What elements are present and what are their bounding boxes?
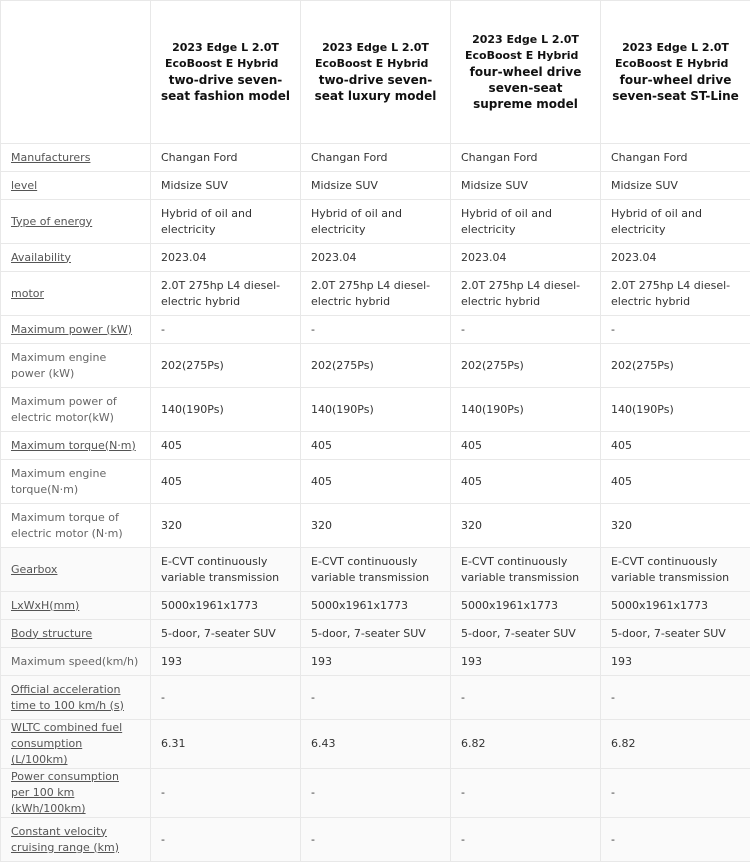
spec-label-cell[interactable] xyxy=(1,769,151,818)
model-powertrain: EcoBoost E Hybrid xyxy=(607,56,744,72)
spec-value: 193 xyxy=(301,648,451,676)
spec-value: Hybrid of oil and electricity xyxy=(151,200,301,244)
spec-value: Changan Ford xyxy=(601,144,750,172)
spec-label: Maximum speed(km/h) xyxy=(11,655,138,668)
spec-value: 6.82 xyxy=(451,720,601,769)
spec-value: 320 xyxy=(601,504,750,548)
spec-value: E-CVT continuously variable transmission xyxy=(451,548,601,592)
spec-value: 405 xyxy=(151,460,301,504)
spec-value: Changan Ford xyxy=(451,144,601,172)
spec-row xyxy=(1,769,750,818)
spec-value: 140(190Ps) xyxy=(451,388,601,432)
model-trim: two-drive seven-seat luxury model xyxy=(307,72,444,104)
spec-label-cell[interactable] xyxy=(1,244,151,272)
spec-value: - xyxy=(151,818,301,862)
spec-row xyxy=(1,720,750,769)
spec-label-cell xyxy=(1,388,151,432)
spec-row xyxy=(1,200,750,244)
spec-label-link[interactable]: Manufacturers xyxy=(11,151,90,164)
spec-label-link[interactable]: Maximum torque(N·m) xyxy=(11,439,136,452)
spec-row xyxy=(1,676,750,720)
spec-value: - xyxy=(151,769,301,818)
spec-value: E-CVT continuously variable transmission xyxy=(601,548,750,592)
spec-value: - xyxy=(451,769,601,818)
spec-label-link[interactable]: LxWxH(mm) xyxy=(11,599,79,612)
spec-label-cell[interactable] xyxy=(1,172,151,200)
spec-value: Hybrid of oil and electricity xyxy=(451,200,601,244)
spec-row xyxy=(1,620,750,648)
model-powertrain: EcoBoost E Hybrid xyxy=(457,48,594,64)
spec-label-cell[interactable] xyxy=(1,432,151,460)
spec-label-link[interactable]: Body structure xyxy=(11,627,92,640)
spec-value: 2023.04 xyxy=(601,244,750,272)
spec-value: 140(190Ps) xyxy=(151,388,301,432)
spec-label-link[interactable]: Availability xyxy=(11,251,71,264)
model-header xyxy=(151,1,301,144)
spec-row xyxy=(1,172,750,200)
model-trim: four-wheel drive seven-seat ST-Line xyxy=(607,72,744,104)
spec-label-link[interactable]: Official acceleration time to 100 km/h (s) xyxy=(11,683,124,712)
spec-label-cell[interactable] xyxy=(1,548,151,592)
spec-label: Maximum torque of electric motor (N·m) xyxy=(11,511,123,540)
model-trim: two-drive seven-seat fashion model xyxy=(157,72,294,104)
spec-value: 140(190Ps) xyxy=(601,388,750,432)
spec-label-cell xyxy=(1,648,151,676)
spec-value: 320 xyxy=(151,504,301,548)
spec-value: Midsize SUV xyxy=(151,172,301,200)
model-year-name: 2023 Edge L 2.0T xyxy=(607,40,744,56)
spec-value: Midsize SUV xyxy=(601,172,750,200)
spec-value: - xyxy=(301,818,451,862)
spec-value: - xyxy=(601,769,750,818)
spec-label-link[interactable]: Gearbox xyxy=(11,563,57,576)
model-year-name: 2023 Edge L 2.0T xyxy=(307,40,444,56)
spec-label-link[interactable]: level xyxy=(11,179,37,192)
spec-value: - xyxy=(151,316,301,344)
spec-value: 405 xyxy=(601,432,750,460)
model-header xyxy=(301,1,451,144)
spec-row xyxy=(1,144,750,172)
spec-label-cell[interactable] xyxy=(1,620,151,648)
model-powertrain: EcoBoost E Hybrid xyxy=(307,56,444,72)
spec-value: 193 xyxy=(151,648,301,676)
spec-value: 2.0T 275hp L4 diesel-electric hybrid xyxy=(151,272,301,316)
spec-value: 405 xyxy=(301,432,451,460)
corner-cell xyxy=(1,1,151,144)
spec-value: Hybrid of oil and electricity xyxy=(301,200,451,244)
header-row xyxy=(1,1,750,144)
spec-value: - xyxy=(451,316,601,344)
spec-label-cell[interactable] xyxy=(1,272,151,316)
spec-value: - xyxy=(451,818,601,862)
spec-row xyxy=(1,818,750,862)
spec-value: 320 xyxy=(301,504,451,548)
spec-value: Hybrid of oil and electricity xyxy=(601,200,750,244)
spec-value: - xyxy=(451,676,601,720)
spec-label-link[interactable]: Constant velocity cruising range (km) xyxy=(11,825,119,854)
spec-value: - xyxy=(601,316,750,344)
spec-value: Midsize SUV xyxy=(451,172,601,200)
model-header xyxy=(451,1,601,144)
model-trim: four-wheel drive seven-seat supreme model xyxy=(457,64,594,112)
spec-row xyxy=(1,272,750,316)
spec-row xyxy=(1,316,750,344)
spec-value: - xyxy=(301,769,451,818)
spec-value: 5000x1961x1773 xyxy=(301,592,451,620)
spec-value: 405 xyxy=(601,460,750,504)
spec-value: 140(190Ps) xyxy=(301,388,451,432)
spec-value: 405 xyxy=(301,460,451,504)
spec-value: - xyxy=(301,676,451,720)
model-powertrain: EcoBoost E Hybrid xyxy=(157,56,294,72)
spec-label: Maximum power of electric motor(kW) xyxy=(11,395,117,424)
spec-label-link[interactable]: motor xyxy=(11,287,44,300)
spec-value: 5-door, 7-seater SUV xyxy=(301,620,451,648)
spec-row xyxy=(1,592,750,620)
spec-row xyxy=(1,388,750,432)
spec-value: 5-door, 7-seater SUV xyxy=(451,620,601,648)
spec-value: - xyxy=(601,676,750,720)
spec-label-cell[interactable] xyxy=(1,592,151,620)
spec-label-cell[interactable] xyxy=(1,676,151,720)
spec-value: 6.43 xyxy=(301,720,451,769)
spec-value: 2023.04 xyxy=(301,244,451,272)
spec-value: 202(275Ps) xyxy=(151,344,301,388)
spec-value: E-CVT continuously variable transmission xyxy=(151,548,301,592)
spec-label-cell xyxy=(1,460,151,504)
spec-value: 5000x1961x1773 xyxy=(601,592,750,620)
spec-value: 2.0T 275hp L4 diesel-electric hybrid xyxy=(451,272,601,316)
spec-label: Maximum engine torque(N·m) xyxy=(11,467,106,496)
model-header xyxy=(601,1,750,144)
spec-value: 6.82 xyxy=(601,720,750,769)
spec-value: 5000x1961x1773 xyxy=(451,592,601,620)
spec-label-link[interactable]: Power consumption per 100 km (kWh/100km) xyxy=(11,770,119,815)
spec-value: 6.31 xyxy=(151,720,301,769)
spec-value: E-CVT continuously variable transmission xyxy=(301,548,451,592)
spec-value: 405 xyxy=(451,432,601,460)
spec-value: 2023.04 xyxy=(151,244,301,272)
spec-label-link[interactable]: Type of energy xyxy=(11,215,92,228)
spec-value: Changan Ford xyxy=(151,144,301,172)
spec-row xyxy=(1,504,750,548)
spec-label-link[interactable]: WLTC combined fuel consumption (L/100km) xyxy=(11,721,122,766)
spec-value: 5-door, 7-seater SUV xyxy=(601,620,750,648)
spec-value: 202(275Ps) xyxy=(601,344,750,388)
spec-row xyxy=(1,548,750,592)
spec-value: Changan Ford xyxy=(301,144,451,172)
spec-value: 202(275Ps) xyxy=(451,344,601,388)
spec-row xyxy=(1,432,750,460)
spec-value: 2.0T 275hp L4 diesel-electric hybrid xyxy=(601,272,750,316)
spec-value: 2.0T 275hp L4 diesel-electric hybrid xyxy=(301,272,451,316)
spec-value: 5000x1961x1773 xyxy=(151,592,301,620)
spec-value: 2023.04 xyxy=(451,244,601,272)
model-year-name: 2023 Edge L 2.0T xyxy=(457,32,594,48)
spec-label-cell[interactable] xyxy=(1,144,151,172)
spec-value: 193 xyxy=(601,648,750,676)
spec-value: - xyxy=(301,316,451,344)
spec-value: 405 xyxy=(151,432,301,460)
spec-row xyxy=(1,344,750,388)
spec-label: Maximum engine power (kW) xyxy=(11,351,106,380)
model-year-name: 2023 Edge L 2.0T xyxy=(157,40,294,56)
spec-value: 405 xyxy=(451,460,601,504)
spec-label-link[interactable]: Maximum power (kW) xyxy=(11,323,132,336)
spec-row xyxy=(1,244,750,272)
spec-value: - xyxy=(151,676,301,720)
spec-label-cell[interactable] xyxy=(1,818,151,862)
spec-row xyxy=(1,648,750,676)
spec-value: 193 xyxy=(451,648,601,676)
spec-label-cell xyxy=(1,344,151,388)
spec-value: - xyxy=(601,818,750,862)
spec-value: 202(275Ps) xyxy=(301,344,451,388)
spec-label-cell[interactable] xyxy=(1,316,151,344)
spec-label-cell[interactable] xyxy=(1,720,151,769)
spec-value: Midsize SUV xyxy=(301,172,451,200)
spec-value: 5-door, 7-seater SUV xyxy=(151,620,301,648)
spec-label-cell xyxy=(1,504,151,548)
spec-value: 320 xyxy=(451,504,601,548)
spec-label-cell[interactable] xyxy=(1,200,151,244)
spec-row xyxy=(1,460,750,504)
